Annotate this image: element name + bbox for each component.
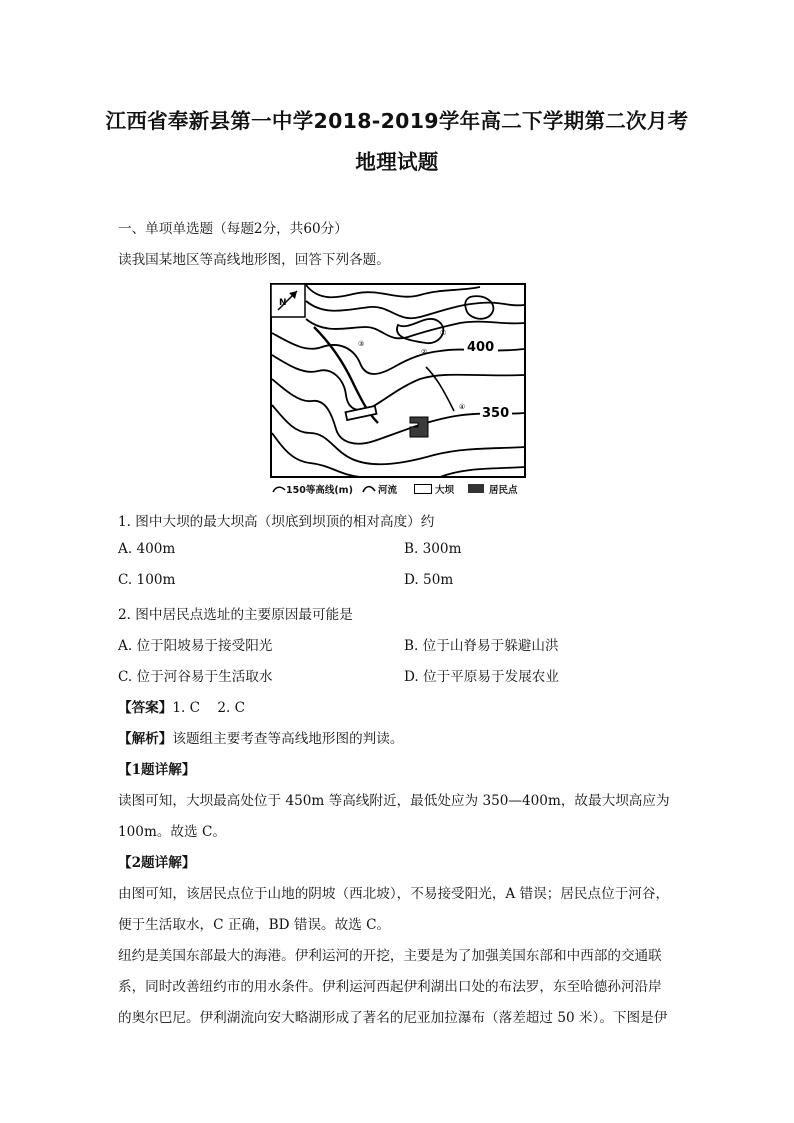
legend-dam: 大坝 [435, 485, 455, 496]
marker-3: ③ [358, 340, 365, 348]
settlement-legend-icon [468, 484, 484, 493]
marker-2: ② [421, 348, 428, 356]
answer-label: 【答案】 [118, 700, 173, 716]
contour-map [270, 283, 526, 478]
dam-legend-icon [414, 484, 432, 494]
marker-1: ① [440, 329, 447, 337]
question-2-option-d: D. 位于平原易于发展农业 [404, 669, 559, 685]
detail-1-label: 【1题详解】 [118, 762, 196, 778]
passage-line-1: 纽约是美国东部最大的海港。伊利运河的开挖，主要是为了加强美国东部和中西部的交通联 [118, 948, 662, 964]
question-1-option-d: D. 50m [404, 572, 454, 588]
question-1-stem: 1. 图中大坝的最大坝高（坝底到坝顶的相对高度）约 [118, 514, 435, 530]
analysis-line [118, 727, 403, 747]
question-1-option-a: A. 400m [118, 541, 176, 557]
section-heading: 一、单项单选题（每题2分，共60分） [118, 221, 348, 237]
analysis-text: 该题组主要考查等高线地形图的判读。 [172, 731, 404, 747]
answer-line [118, 696, 245, 716]
north-arrow-icon [271, 284, 305, 317]
intro-text: 读我国某地区等高线地形图，回答下列各题。 [118, 252, 390, 268]
map-legend [270, 482, 530, 496]
question-2-option-a: A. 位于阳坡易于接受阳光 [118, 638, 273, 654]
document-subtitle: 地理试题 [355, 150, 439, 174]
question-2-option-b: B. 位于山脊易于躲避山洪 [404, 638, 559, 654]
settlement-marker [410, 417, 428, 437]
detail-1-line-1: 读图可知，大坝最高处位于 450m 等高线附近，最低处应为 350—400m，故最大坝高应为 [118, 793, 670, 809]
analysis-label: 【解析】 [118, 731, 173, 747]
legend-settlement: 居民点 [489, 485, 518, 496]
answer-text: 1. C 2. C [172, 700, 246, 716]
svg-text:N: N [279, 298, 287, 308]
legend-river: 河流 [378, 485, 398, 496]
contour-label-350: 350 [482, 406, 510, 421]
question-2-option-c: C. 位于河谷易于生活取水 [118, 669, 273, 685]
detail-2-label: 【2题详解】 [118, 855, 196, 871]
passage-line-3: 的奥尔巴尼。伊利湖流向安大略湖形成了著名的尼亚加拉瀑布（落差超过 50 米）。下图是伊 [118, 1010, 668, 1026]
question-1-option-c: C. 100m [118, 572, 176, 588]
detail-1-line-2: 100m。故选 C。 [118, 824, 226, 840]
question-1-option-b: B. 300m [404, 541, 462, 557]
contour-label-400: 400 [467, 340, 495, 355]
detail-2-line-1: 由图可知，该居民点位于山地的阴坡（西北坡），不易接受阳光，A 错误；居民点位于河谷， [118, 886, 670, 902]
passage-line-2: 系，同时改善纽约市的用水条件。伊利运河西起伊利湖出口处的布法罗，东至哈德孙河沿岸 [118, 979, 662, 995]
question-2-stem: 2. 图中居民点选址的主要原因最可能是 [118, 607, 353, 623]
contour-legend-icon [272, 484, 286, 494]
detail-2-line-2: 便于生活取水，C 正确，BD 错误。故选 C。 [118, 917, 391, 933]
legend-contour: 150等高线(m) [286, 485, 353, 496]
document-title: 江西省奉新县第一中学2018-2019学年高二下学期第二次月考 [105, 109, 689, 133]
marker-4: ④ [459, 403, 466, 411]
river-legend-icon [362, 484, 376, 494]
